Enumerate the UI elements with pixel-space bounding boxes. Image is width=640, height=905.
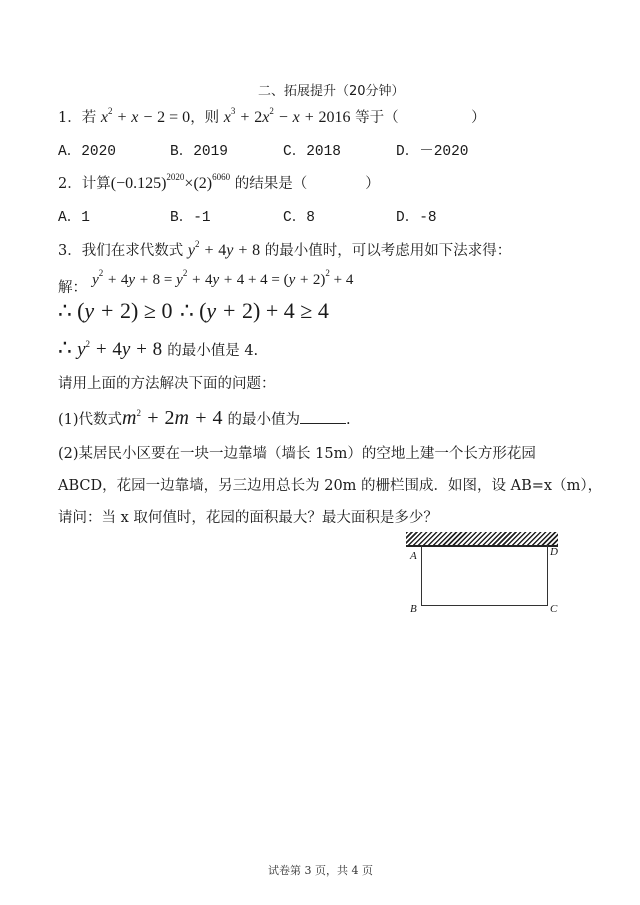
q3-part-2-line-1: (2)某居民小区要在一块一边靠墙（墙长 15m）的空地上建一个长方形花园: [58, 446, 536, 462]
q2-expression: $(-0.125)^{2020}\times(2)^{6060}$: [110, 172, 231, 192]
q2-option-b: B．-1: [170, 210, 211, 226]
label-d: D: [550, 546, 558, 558]
q1-tail: 等于（ ）: [355, 110, 486, 126]
label-b: B: [410, 603, 417, 615]
q2-option-a: A．1: [58, 210, 90, 226]
solution-expression: $y^2 + 4y + 8 = y^2 + 4y + 4 + 4 = (y + 2)^2 + 4$: [92, 268, 354, 288]
q3-step-2: ∴ (y + 2) + 4 ≥ 4: [180, 298, 329, 324]
q2-tail: 的结果是（ ）: [234, 176, 380, 192]
q3-prompt: 请用上面的方法解决下面的问题：: [58, 376, 276, 392]
label-c: C: [550, 603, 558, 615]
q1-option-b: B．2019: [170, 144, 229, 160]
q1-mid: ，则: [190, 110, 220, 126]
section-title: 二、拓展提升（20分钟）: [258, 84, 405, 99]
q1-number: 1．: [58, 110, 82, 126]
q1-option-a: A．2020: [58, 144, 117, 160]
q2-number: 2．: [58, 176, 82, 192]
q3-part-1: (1)代数式$m^2 + 2m + 4$ 的最小值为 .: [58, 407, 351, 429]
page-footer: 试卷第 3 页，共 4 页: [268, 864, 373, 877]
solution-label: 解：: [58, 280, 87, 296]
q2-option-c: C．8: [283, 210, 315, 226]
q2-option-d: D．-8: [396, 210, 437, 226]
garden-rectangle: [421, 545, 548, 606]
q3-conclusion: ∴ $y^2 + 4y + 8$ 的最小值是 4.: [58, 336, 259, 361]
q1-condition: $x^2 + x - 2 = 0$: [100, 106, 191, 126]
label-a: A: [410, 550, 417, 562]
q3-intro: 3．我们在求代数式 $y^2 + 4y + 8$ 的最小值时，可以考虑用如下法求得：: [58, 239, 512, 259]
question-1: [58, 106, 486, 127]
q1-option-d: D．－2020: [396, 144, 469, 160]
q2-lead: 计算: [81, 176, 111, 192]
q3-intro-expression: $y^2 + 4y + 8$: [187, 239, 261, 259]
question-2: [58, 172, 380, 193]
q1-option-c: C．2018: [283, 144, 342, 160]
answer-blank[interactable]: [300, 411, 346, 424]
q1-expression: $x^3 + 2x^2 - x + 2016$: [223, 106, 351, 126]
q3-step-1: ∴ (y + 2) ≥ 0: [58, 298, 173, 324]
q3-part-2-line-2: ABCD，花园一边靠墙，另三边用总长为 20m 的栅栏围成．如图，设 AB=x（m），: [58, 478, 603, 494]
q3-part-2-line-3: 请问：当 x 取何值时，花园的面积最大？最大面积是多少？: [58, 510, 438, 526]
q3-solution: [58, 268, 354, 296]
q1-lead: 若: [81, 110, 97, 126]
